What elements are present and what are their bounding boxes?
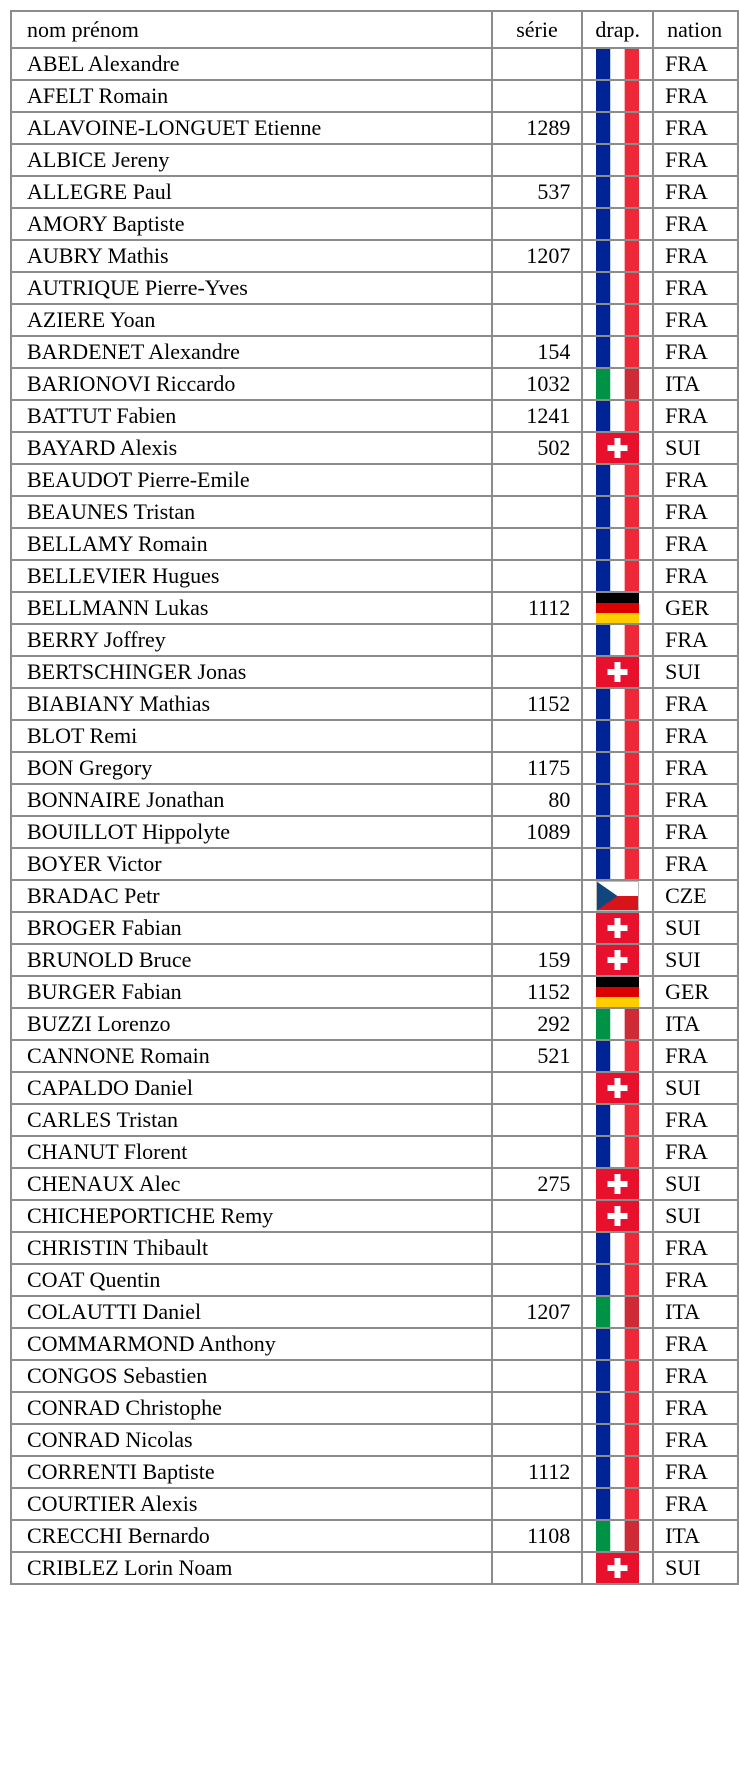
athlete-name: ABEL Alexandre [11,48,492,80]
flag-cell [582,592,653,624]
serie-value: 1152 [492,976,583,1008]
flag-cell [582,432,653,464]
nation-code: FRA [653,496,738,528]
athlete-name: BUZZI Lorenzo [11,1008,492,1040]
serie-value: 1207 [492,1296,583,1328]
serie-value [492,304,583,336]
athlete-name: BRADAC Petr [11,880,492,912]
table-row [11,624,738,656]
ger-flag-icon [596,977,639,1007]
fra-flag-icon [596,1329,639,1359]
nation-code: ITA [653,368,738,400]
athlete-name: BRUNOLD Bruce [11,944,492,976]
serie-value [492,1072,583,1104]
serie-value [492,1264,583,1296]
sui-flag-icon [596,433,639,463]
table-row [11,240,738,272]
fra-flag-icon [596,785,639,815]
nation-code: SUI [653,912,738,944]
serie-value: 1175 [492,752,583,784]
nation-code: SUI [653,1168,738,1200]
table-row [11,848,738,880]
flag-cell [582,208,653,240]
nation-code: FRA [653,720,738,752]
fra-flag-icon [596,113,639,143]
table-row [11,176,738,208]
serie-value [492,1424,583,1456]
table-row [11,464,738,496]
flag-cell [582,304,653,336]
table-row [11,432,738,464]
serie-value [492,144,583,176]
flag-cell [582,720,653,752]
nation-code: CZE [653,880,738,912]
flag-cell [582,1072,653,1104]
nation-code: SUI [653,1552,738,1584]
serie-value [492,208,583,240]
fra-flag-icon [596,401,639,431]
athlete-name: COLAUTTI Daniel [11,1296,492,1328]
athlete-name: BERTSCHINGER Jonas [11,656,492,688]
serie-value [492,272,583,304]
serie-value: 292 [492,1008,583,1040]
page [10,10,739,1585]
nation-code: FRA [653,1328,738,1360]
athlete-name: BOYER Victor [11,848,492,880]
nation-code: SUI [653,656,738,688]
fra-flag-icon [596,49,639,79]
sui-flag-icon [596,1169,639,1199]
serie-value [492,80,583,112]
serie-value [492,848,583,880]
fra-flag-icon [596,145,639,175]
athlete-name: CARLES Tristan [11,1104,492,1136]
nation-code: GER [653,592,738,624]
fra-flag-icon [596,1489,639,1519]
nation-code: SUI [653,432,738,464]
table-row [11,976,738,1008]
serie-value [492,1136,583,1168]
fra-flag-icon [596,753,639,783]
nation-code: FRA [653,848,738,880]
flag-cell [582,464,653,496]
table-row [11,1264,738,1296]
table-row [11,816,738,848]
table-row [11,720,738,752]
sui-flag-icon [596,913,639,943]
serie-value [492,464,583,496]
serie-value: 1112 [492,592,583,624]
nation-code: FRA [653,464,738,496]
table-row [11,528,738,560]
table-row [11,1072,738,1104]
nation-code: FRA [653,48,738,80]
flag-cell [582,880,653,912]
athlete-name: BROGER Fabian [11,912,492,944]
flag-cell [582,656,653,688]
nation-code: SUI [653,1200,738,1232]
flag-cell [582,816,653,848]
serie-value [492,880,583,912]
nation-code: FRA [653,400,738,432]
table-row [11,1360,738,1392]
serie-value [492,560,583,592]
sui-flag-icon [596,1201,639,1231]
serie-value [492,912,583,944]
athlete-name: ALLEGRE Paul [11,176,492,208]
serie-value: 1241 [492,400,583,432]
fra-flag-icon [596,1361,639,1391]
athlete-name: BELLAMY Romain [11,528,492,560]
serie-value [492,1232,583,1264]
nation-code: FRA [653,80,738,112]
cze-flag-icon [596,881,639,911]
flag-cell [582,912,653,944]
flag-cell [582,1392,653,1424]
table-row [11,912,738,944]
table-row [11,368,738,400]
serie-value [492,656,583,688]
sui-flag-icon [596,945,639,975]
nation-code: FRA [653,208,738,240]
serie-value: 154 [492,336,583,368]
sui-flag-icon [596,1553,639,1583]
flag-cell [582,1552,653,1584]
athlete-name: CONRAD Christophe [11,1392,492,1424]
athlete-name: COAT Quentin [11,1264,492,1296]
serie-value [492,48,583,80]
serie-value [492,624,583,656]
serie-value: 275 [492,1168,583,1200]
serie-value: 159 [492,944,583,976]
table-row [11,1296,738,1328]
sui-flag-icon [596,657,639,687]
nation-code: FRA [653,1264,738,1296]
flag-cell [582,1168,653,1200]
table-row [11,48,738,80]
table-row [11,144,738,176]
fra-flag-icon [596,1105,639,1135]
fra-flag-icon [596,1265,639,1295]
nation-code: FRA [653,784,738,816]
serie-value [492,1328,583,1360]
fra-flag-icon [596,337,639,367]
table-row [11,592,738,624]
serie-value [492,1360,583,1392]
header-name: nom prénom [11,11,492,48]
table-row [11,1168,738,1200]
table-row [11,1040,738,1072]
header-serie: série [492,11,583,48]
flag-cell [582,944,653,976]
athlete-name: CANNONE Romain [11,1040,492,1072]
fra-flag-icon [596,465,639,495]
header-nation: nation [653,11,738,48]
serie-value: 1152 [492,688,583,720]
flag-cell [582,336,653,368]
nation-code: SUI [653,1072,738,1104]
ita-flag-icon [596,1297,639,1327]
athlete-name: AZIERE Yoan [11,304,492,336]
table-row [11,1520,738,1552]
athlete-name: BELLEVIER Hugues [11,560,492,592]
athlete-name: CHRISTIN Thibault [11,1232,492,1264]
nation-code: FRA [653,1392,738,1424]
table-row [11,1200,738,1232]
fra-flag-icon [596,1137,639,1167]
athlete-name: CONRAD Nicolas [11,1424,492,1456]
fra-flag-icon [596,1233,639,1263]
flag-cell [582,112,653,144]
fra-flag-icon [596,497,639,527]
nation-code: FRA [653,1040,738,1072]
table-row [11,1328,738,1360]
nation-code: FRA [653,1104,738,1136]
fra-flag-icon [596,241,639,271]
table-row [11,688,738,720]
nation-code: SUI [653,944,738,976]
fra-flag-icon [596,81,639,111]
athlete-name: AUTRIQUE Pierre-Yves [11,272,492,304]
serie-value: 1108 [492,1520,583,1552]
serie-value: 1289 [492,112,583,144]
athlete-name: CHICHEPORTICHE Remy [11,1200,492,1232]
athlete-name: COMMARMOND Anthony [11,1328,492,1360]
flag-cell [582,1456,653,1488]
athlete-name: BELLMANN Lukas [11,592,492,624]
fra-flag-icon [596,689,639,719]
ita-flag-icon [596,1521,639,1551]
fra-flag-icon [596,561,639,591]
table-row [11,1104,738,1136]
athlete-name: BIABIANY Mathias [11,688,492,720]
athlete-name: BOUILLOT Hippolyte [11,816,492,848]
fra-flag-icon [596,305,639,335]
nation-code: FRA [653,1456,738,1488]
ger-flag-icon [596,593,639,623]
nation-code: FRA [653,688,738,720]
nation-code: FRA [653,1360,738,1392]
fra-flag-icon [596,817,639,847]
fra-flag-icon [596,1393,639,1423]
serie-value [492,720,583,752]
flag-cell [582,80,653,112]
table-row [11,112,738,144]
table-row [11,1456,738,1488]
table-row [11,1008,738,1040]
ita-flag-icon [596,369,639,399]
table-row [11,560,738,592]
athlete-name: AFELT Romain [11,80,492,112]
fra-flag-icon [596,849,639,879]
flag-cell [582,560,653,592]
serie-value [492,496,583,528]
fra-flag-icon [596,209,639,239]
fra-flag-icon [596,625,639,655]
nation-code: FRA [653,112,738,144]
flag-cell [582,1488,653,1520]
fra-flag-icon [596,273,639,303]
flag-cell [582,848,653,880]
serie-value [492,1488,583,1520]
serie-value [492,1200,583,1232]
flag-cell [582,48,653,80]
table-row [11,1232,738,1264]
nation-code: FRA [653,1488,738,1520]
table-row [11,208,738,240]
sui-flag-icon [596,1073,639,1103]
serie-value: 1207 [492,240,583,272]
table-row [11,80,738,112]
nation-code: FRA [653,176,738,208]
header-flag: drap. [582,11,653,48]
flag-cell [582,272,653,304]
fra-flag-icon [596,1041,639,1071]
athlete-name: CRECCHI Bernardo [11,1520,492,1552]
serie-value: 502 [492,432,583,464]
nation-code: FRA [653,752,738,784]
flag-cell [582,1104,653,1136]
serie-value: 80 [492,784,583,816]
athlete-name: CONGOS Sebastien [11,1360,492,1392]
flag-cell [582,176,653,208]
ita-flag-icon [596,1009,639,1039]
table-row [11,304,738,336]
table-row [11,1392,738,1424]
athlete-name: ALAVOINE-LONGUET Etienne [11,112,492,144]
flag-cell [582,1040,653,1072]
athlete-name: CRIBLEZ Lorin Noam [11,1552,492,1584]
table-row [11,656,738,688]
table-row [11,400,738,432]
serie-value [492,1104,583,1136]
nation-code: FRA [653,272,738,304]
flag-cell [582,400,653,432]
flag-cell [582,240,653,272]
flag-cell [582,528,653,560]
participants-table [10,10,739,1585]
table-row [11,1488,738,1520]
serie-value [492,1392,583,1424]
table-row [11,1424,738,1456]
nation-code: FRA [653,304,738,336]
flag-cell [582,144,653,176]
table-row [11,336,738,368]
table-row [11,880,738,912]
flag-cell [582,1296,653,1328]
fra-flag-icon [596,1425,639,1455]
athlete-name: AMORY Baptiste [11,208,492,240]
athlete-name: ALBICE Jereny [11,144,492,176]
nation-code: FRA [653,624,738,656]
nation-code: FRA [653,336,738,368]
athlete-name: CAPALDO Daniel [11,1072,492,1104]
athlete-name: AUBRY Mathis [11,240,492,272]
serie-value: 537 [492,176,583,208]
table-row [11,784,738,816]
flag-cell [582,368,653,400]
nation-code: FRA [653,1136,738,1168]
table-row [11,1136,738,1168]
fra-flag-icon [596,721,639,751]
flag-cell [582,1328,653,1360]
serie-value: 1032 [492,368,583,400]
flag-cell [582,624,653,656]
nation-code: ITA [653,1520,738,1552]
serie-value: 521 [492,1040,583,1072]
athlete-name: COURTIER Alexis [11,1488,492,1520]
table-body [11,48,738,1584]
flag-cell [582,688,653,720]
athlete-name: BONNAIRE Jonathan [11,784,492,816]
table-row [11,752,738,784]
athlete-name: CHANUT Florent [11,1136,492,1168]
table-row [11,272,738,304]
flag-cell [582,1008,653,1040]
flag-cell [582,1520,653,1552]
athlete-name: BLOT Remi [11,720,492,752]
nation-code: ITA [653,1008,738,1040]
flag-cell [582,1200,653,1232]
flag-cell [582,1264,653,1296]
table-row [11,1552,738,1584]
athlete-name: CORRENTI Baptiste [11,1456,492,1488]
serie-value [492,528,583,560]
nation-code: FRA [653,240,738,272]
flag-cell [582,1424,653,1456]
athlete-name: BAYARD Alexis [11,432,492,464]
serie-value: 1112 [492,1456,583,1488]
nation-code: ITA [653,1296,738,1328]
serie-value: 1089 [492,816,583,848]
nation-code: FRA [653,816,738,848]
table-row [11,944,738,976]
fra-flag-icon [596,1457,639,1487]
table-row [11,496,738,528]
table-header-row [11,11,738,48]
flag-cell [582,496,653,528]
flag-cell [582,752,653,784]
flag-cell [582,976,653,1008]
athlete-name: CHENAUX Alec [11,1168,492,1200]
nation-code: FRA [653,1232,738,1264]
nation-code: FRA [653,1424,738,1456]
fra-flag-icon [596,177,639,207]
nation-code: FRA [653,560,738,592]
athlete-name: BEAUDOT Pierre-Emile [11,464,492,496]
flag-cell [582,1232,653,1264]
serie-value [492,1552,583,1584]
athlete-name: BARDENET Alexandre [11,336,492,368]
athlete-name: BATTUT Fabien [11,400,492,432]
flag-cell [582,784,653,816]
athlete-name: BERRY Joffrey [11,624,492,656]
athlete-name: BON Gregory [11,752,492,784]
flag-cell [582,1360,653,1392]
athlete-name: BARIONOVI Riccardo [11,368,492,400]
nation-code: FRA [653,144,738,176]
athlete-name: BURGER Fabian [11,976,492,1008]
nation-code: FRA [653,528,738,560]
flag-cell [582,1136,653,1168]
athlete-name: BEAUNES Tristan [11,496,492,528]
fra-flag-icon [596,529,639,559]
nation-code: GER [653,976,738,1008]
